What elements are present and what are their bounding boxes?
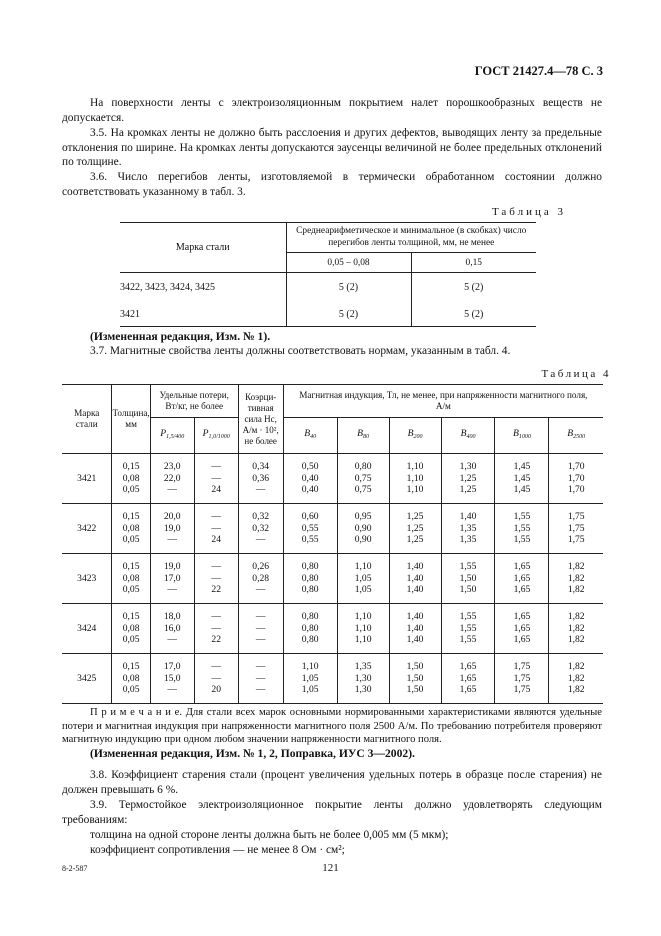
t4-value: 1,35 xyxy=(459,534,477,546)
t4-value: 1,75 xyxy=(567,510,585,522)
t3-sub-thin: 0,05 – 0,08 xyxy=(286,253,411,273)
t4-value: 0,40 xyxy=(301,472,319,484)
t4-value: 1,82 xyxy=(567,560,585,572)
t4-grade: 3423 xyxy=(62,554,112,604)
t4-cell-hc xyxy=(238,554,283,604)
t4-value: — xyxy=(167,584,178,596)
t4-value: 0,80 xyxy=(301,634,319,646)
t4-value: 1,05 xyxy=(354,584,372,596)
t4-cell-p1 xyxy=(150,654,194,704)
t4-value: — xyxy=(211,610,221,622)
t4-value: — xyxy=(255,610,266,622)
t4-header-b400: $B_{400}$ xyxy=(441,418,495,454)
t3-grade: 3422, 3423, 3424, 3425 xyxy=(120,273,286,303)
t4-value: — xyxy=(167,684,178,696)
t4-value: 15,0 xyxy=(163,672,181,684)
t4-value: 1,65 xyxy=(513,584,531,596)
t4-value: 1,40 xyxy=(459,510,477,522)
edit-note-2: (Измененная редакция, Изм. № 1, 2, Поправка, ИУС 3—2002). xyxy=(90,747,415,760)
t4-value: 1,65 xyxy=(459,672,477,684)
t4-value: 1,75 xyxy=(567,534,585,546)
t4-value: — xyxy=(211,572,221,584)
t4-value: 19,0 xyxy=(163,560,181,572)
t4-value: 0,15 xyxy=(122,460,140,472)
t4-cell-b80 xyxy=(337,454,389,504)
t4-cell-p1 xyxy=(150,504,194,554)
t4-value: 1,40 xyxy=(406,572,424,584)
t4-cell-p2 xyxy=(194,554,238,604)
t4-value: 0,50 xyxy=(301,460,319,472)
t4-value: 1,75 xyxy=(513,672,531,684)
t4-value: 0,80 xyxy=(301,560,319,572)
t4-value: 0,75 xyxy=(354,484,372,496)
t4-header-b2500: $B_{2500}$ xyxy=(567,427,586,440)
t3-value: 5 (2) xyxy=(464,282,484,294)
t3-header-group: Среднеарифметическое и минимальное (в скобках) число перегибов ленты толщиной, мм, не менее xyxy=(286,223,536,253)
t4-cell-b2500 xyxy=(549,454,603,504)
t4-value: 24 xyxy=(211,534,221,546)
t4-value: — xyxy=(167,484,178,496)
t4-grade: 3425 xyxy=(62,654,112,704)
t4-value: 1,65 xyxy=(513,572,531,584)
t4-value: 16,0 xyxy=(163,622,181,634)
t4-cell-b200 xyxy=(389,554,441,604)
t4-value: — xyxy=(255,484,266,496)
t4-cell-hc xyxy=(238,504,283,554)
t4-header-grade: Марка стали xyxy=(62,385,112,454)
table-row xyxy=(120,303,536,327)
t4-value: 0,05 xyxy=(122,634,140,646)
t4-value: — xyxy=(255,660,266,672)
t4-value: 1,55 xyxy=(459,610,477,622)
t4-value: 1,05 xyxy=(301,684,319,696)
t4-header-b1000: $B_{1000}$ xyxy=(495,418,549,454)
t4-value: 1,30 xyxy=(354,672,372,684)
t4-cell-p1 xyxy=(150,454,194,504)
t4-value: 0,60 xyxy=(301,510,319,522)
t4-grade: 3421 xyxy=(62,454,112,504)
t4-value: 1,50 xyxy=(459,584,477,596)
t4-header-thickness: Толщина, мм xyxy=(112,385,150,454)
t4-value: 1,65 xyxy=(513,610,531,622)
t4-value: — xyxy=(255,534,266,546)
t4-value: 1,45 xyxy=(513,460,531,472)
t4-cell-p2 xyxy=(194,504,238,554)
t4-value: 0,08 xyxy=(122,622,140,634)
t4-value: 0,15 xyxy=(122,510,140,522)
t4-cell-b1000 xyxy=(495,604,549,654)
paragraph-3-5: 3.5. На кромках ленты не должно быть расслоения и других дефектов, выводящих ленту за предельные отклонения по ширине. На кромках ленты допускаются заусенцы величиной не более предельных отклонений по толщине. xyxy=(62,127,602,169)
t4-cell-thick xyxy=(112,454,150,504)
t4-cell-b200 xyxy=(389,504,441,554)
t4-value: 0,26 xyxy=(252,560,270,572)
t4-value: — xyxy=(167,634,178,646)
t4-value: 0,28 xyxy=(252,572,270,584)
t4-value: 1,05 xyxy=(301,672,319,684)
t4-value: 1,65 xyxy=(459,660,477,672)
t4-cell-b400 xyxy=(441,604,495,654)
t4-cell-b80 xyxy=(337,504,389,554)
print-code: 8-2-587 xyxy=(62,864,88,873)
t4-value: 24 xyxy=(211,484,221,496)
t4-value: 1,65 xyxy=(513,622,531,634)
t4-value: 0,55 xyxy=(301,522,319,534)
t4-value: 17,0 xyxy=(163,660,181,672)
t4-value: 0,40 xyxy=(301,484,319,496)
t4-value: 1,25 xyxy=(406,522,424,534)
t3-sub-thick: 0,15 xyxy=(465,257,482,268)
t4-cell-hc xyxy=(238,454,283,504)
t4-value: 1,40 xyxy=(406,610,424,622)
t4-value: 1,50 xyxy=(406,660,424,672)
t4-value: 1,55 xyxy=(513,522,531,534)
t4-value: 0,15 xyxy=(122,660,140,672)
table-row xyxy=(62,504,603,554)
t4-value: 20,0 xyxy=(163,510,181,522)
t4-value: 1,30 xyxy=(354,684,372,696)
t4-cell-b40 xyxy=(283,654,337,704)
t4-value: — xyxy=(211,460,221,472)
t4-value: 1,45 xyxy=(513,484,531,496)
t4-cell-b200 xyxy=(389,604,441,654)
t4-value: 0,32 xyxy=(252,510,270,522)
t4-value: 22,0 xyxy=(163,472,181,484)
t4-value: 1,70 xyxy=(567,484,585,496)
t4-value: 1,50 xyxy=(459,572,477,584)
t4-value: 1,10 xyxy=(406,472,424,484)
t4-cell-p2 xyxy=(194,454,238,504)
t4-value: 0,95 xyxy=(354,510,372,522)
t4-value: 1,10 xyxy=(301,660,319,672)
t4-value: 1,25 xyxy=(459,484,477,496)
t4-cell-hc xyxy=(238,604,283,654)
t4-cell-b400 xyxy=(441,454,495,504)
t4-grade: 3424 xyxy=(62,604,112,654)
t4-header-p10: $P_{1,0/1000}$ xyxy=(194,418,238,454)
t4-value: 1,10 xyxy=(354,560,372,572)
t4-value: 0,08 xyxy=(122,472,140,484)
t4-value: 1,82 xyxy=(567,634,585,646)
t4-value: 0,15 xyxy=(122,610,140,622)
t4-value: 1,25 xyxy=(406,510,424,522)
t4-value: 1,35 xyxy=(354,660,372,672)
paragraph-3-7: 3.7. Магнитные свойства ленты должны соответствовать нормам, указанным в табл. 4. xyxy=(90,345,511,357)
t4-value: 20 xyxy=(211,684,221,696)
paragraph-3-6: 3.6. Число перегибов ленты, изготовляемой в термически обработанном состоянии должно соответствовать указанному в табл. 3. xyxy=(62,171,602,198)
t4-value: 0,80 xyxy=(301,622,319,634)
t4-value: 1,70 xyxy=(567,472,585,484)
paragraph-surface: На поверхности ленты с электроизоляционным покрытием налет порошкообразных веществ не допускается. xyxy=(62,97,602,124)
t4-cell-thick xyxy=(112,554,150,604)
table-row xyxy=(62,554,603,604)
t4-value: 22 xyxy=(211,634,221,646)
t4-value: 0,15 xyxy=(122,560,140,572)
t4-header-b200: $B_{200}$ xyxy=(389,418,441,454)
t4-cell-b400 xyxy=(441,504,495,554)
t4-cell-b2500 xyxy=(549,504,603,554)
t4-value: — xyxy=(211,622,221,634)
t4-value: — xyxy=(211,472,221,484)
t4-value: 0,80 xyxy=(354,460,372,472)
t4-value: 1,65 xyxy=(513,634,531,646)
t4-cell-b40 xyxy=(283,604,337,654)
t4-value: 0,36 xyxy=(252,472,270,484)
t4-value: 0,90 xyxy=(354,522,372,534)
t4-value: 1,75 xyxy=(567,522,585,534)
t4-cell-b2500 xyxy=(549,654,603,704)
t4-cell-b200 xyxy=(389,454,441,504)
t4-cell-b40 xyxy=(283,454,337,504)
t4-value: 0,80 xyxy=(301,584,319,596)
table-row xyxy=(62,604,603,654)
t4-value: 1,10 xyxy=(354,622,372,634)
t3-value: 5 (2) xyxy=(286,303,411,327)
t4-value: 0,34 xyxy=(252,460,270,472)
table4-note: П р и м е ч а н и е. Для стали всех марок основными нормированными характеристиками являются удельные потери и магнитная индукция при напряженности магнитного поля 2500 А/м. По требованию потребителя проверяют магнитную индукцию при одном любом значении напряженности магнитного поля. xyxy=(62,707,602,746)
t4-value: 1,55 xyxy=(513,534,531,546)
t4-header-losses: Удельные потери, Вт/кг, не более xyxy=(150,385,238,418)
t4-value: 0,05 xyxy=(122,684,140,696)
t4-cell-b80 xyxy=(337,604,389,654)
t4-header-p15: $P_{1,5/400}$ xyxy=(150,418,194,454)
t4-value: 1,10 xyxy=(406,460,424,472)
t4-header-b80: $B_{80}$ xyxy=(337,418,389,454)
t4-value: 18,0 xyxy=(163,610,181,622)
t4-value: 1,70 xyxy=(567,460,585,472)
table3-caption: Таблица 3 xyxy=(491,206,566,218)
t4-cell-p1 xyxy=(150,554,194,604)
t4-value: 1,82 xyxy=(567,572,585,584)
t4-cell-b40 xyxy=(283,554,337,604)
t4-cell-p2 xyxy=(194,604,238,654)
t4-value: 0,08 xyxy=(122,572,140,584)
t4-value: 1,50 xyxy=(406,672,424,684)
t4-value: 1,82 xyxy=(567,584,585,596)
t4-value: — xyxy=(211,660,221,672)
t4-cell-b80 xyxy=(337,654,389,704)
t3-header-grade: Марка стали xyxy=(120,223,286,273)
t4-value: 0,90 xyxy=(354,534,372,546)
t4-cell-b2500 xyxy=(549,604,603,654)
t4-value: 1,82 xyxy=(567,660,585,672)
t4-cell-b1000 xyxy=(495,454,549,504)
t4-value: 0,05 xyxy=(122,584,140,596)
t4-value: 1,55 xyxy=(459,622,477,634)
t4-value: 1,75 xyxy=(513,660,531,672)
t3-value: 5 (2) xyxy=(464,308,484,320)
t3-grade: 3421 xyxy=(120,303,286,327)
t4-cell-p1 xyxy=(150,604,194,654)
t4-value: 22 xyxy=(211,584,221,596)
t4-cell-b40 xyxy=(283,504,337,554)
t4-value: 1,82 xyxy=(567,684,585,696)
t4-cell-p2 xyxy=(194,654,238,704)
t4-value: — xyxy=(211,672,221,684)
t4-value: — xyxy=(211,510,221,522)
t4-cell-hc xyxy=(238,654,283,704)
t4-value: 1,40 xyxy=(406,622,424,634)
t4-value: — xyxy=(211,522,221,534)
t4-cell-b200 xyxy=(389,654,441,704)
t4-cell-b400 xyxy=(441,654,495,704)
t4-cell-b400 xyxy=(441,554,495,604)
t4-cell-b1000 xyxy=(495,504,549,554)
t4-value: 1,40 xyxy=(406,634,424,646)
paragraph-3-9-thickness: толщина на одной стороне ленты должна быть не более 0,005 мм (5 мкм); xyxy=(90,829,449,841)
t4-value: 0,08 xyxy=(122,672,140,684)
t4-value: 1,82 xyxy=(567,672,585,684)
t4-cell-b1000 xyxy=(495,554,549,604)
t4-value: 1,10 xyxy=(354,634,372,646)
t4-value: — xyxy=(255,672,266,684)
t4-value: — xyxy=(255,634,266,646)
t4-value: — xyxy=(255,684,266,696)
t4-cell-b2500 xyxy=(549,554,603,604)
table-row xyxy=(62,654,603,704)
t4-value: 1,55 xyxy=(459,560,477,572)
t4-value: 1,25 xyxy=(406,534,424,546)
page-number: 121 xyxy=(322,862,339,874)
t4-value: 0,08 xyxy=(122,522,140,534)
t4-value: 0,80 xyxy=(301,572,319,584)
t4-cell-b1000 xyxy=(495,654,549,704)
t4-value: 19,0 xyxy=(163,522,181,534)
t4-cell-thick xyxy=(112,604,150,654)
t4-grade: 3422 xyxy=(62,504,112,554)
t4-value: 1,40 xyxy=(406,560,424,572)
t4-value: 1,05 xyxy=(354,572,372,584)
paragraph-3-8: 3.8. Коэффициент старения стали (процент увеличения удельных потерь в образце после старения) не должен превышать 6 %. xyxy=(62,769,602,796)
t4-value: 17,0 xyxy=(163,572,181,584)
t4-value: 0,55 xyxy=(301,534,319,546)
t4-value: 0,05 xyxy=(122,484,140,496)
t4-value: 1,10 xyxy=(354,610,372,622)
t4-value: 1,65 xyxy=(459,684,477,696)
t4-value: 0,80 xyxy=(301,610,319,622)
t4-value: 1,10 xyxy=(406,484,424,496)
t4-value: 1,50 xyxy=(406,684,424,696)
t4-value: 1,65 xyxy=(513,560,531,572)
t4-value: 1,45 xyxy=(513,472,531,484)
table-row xyxy=(62,454,603,504)
t4-value: 23,0 xyxy=(163,460,181,472)
t3-value: 5 (2) xyxy=(286,273,411,303)
t4-value: 0,75 xyxy=(354,472,372,484)
t4-value: — xyxy=(167,534,178,546)
table4-caption: Таблица 4 xyxy=(541,368,611,380)
page-header: ГОСТ 21427.4—78 С. 3 xyxy=(474,64,603,78)
t4-value: 1,35 xyxy=(459,522,477,534)
t4-value: — xyxy=(255,622,266,634)
edit-note-1: (Измененная редакция, Изм. № 1). xyxy=(90,330,271,343)
t4-value: 1,75 xyxy=(513,684,531,696)
table-row xyxy=(120,273,536,303)
t4-value: 0,05 xyxy=(122,534,140,546)
t4-header-induction: Магнитная индукция, Тл, не менее, при напряженности магнитного поля, А/м xyxy=(283,385,603,418)
table-3 xyxy=(120,222,536,327)
paragraph-3-9: 3.9. Термостойкое электроизоляционное покрытие ленты должно удовлетворять следующим требованиям: xyxy=(62,799,602,826)
t4-header-b40: $B_{40}$ xyxy=(283,418,337,454)
t4-value: 1,82 xyxy=(567,610,585,622)
t4-value: — xyxy=(211,560,221,572)
t4-header-coercive: Коэрци- тивная сила Hc, А/м · 10², не более xyxy=(238,385,283,454)
t4-value: — xyxy=(255,584,266,596)
t4-value: 1,30 xyxy=(459,460,477,472)
table-4 xyxy=(62,384,603,704)
t4-cell-b80 xyxy=(337,554,389,604)
t4-value: 1,25 xyxy=(459,472,477,484)
t4-value: 1,55 xyxy=(513,510,531,522)
t4-cell-thick xyxy=(112,654,150,704)
t4-cell-thick xyxy=(112,504,150,554)
paragraph-3-9-resistance: коэффициент сопротивления — не менее 8 Ом · см²; xyxy=(90,844,345,856)
t4-value: 0,32 xyxy=(252,522,270,534)
t4-value: 1,82 xyxy=(567,622,585,634)
t4-value: 1,40 xyxy=(406,584,424,596)
t4-value: 1,55 xyxy=(459,634,477,646)
